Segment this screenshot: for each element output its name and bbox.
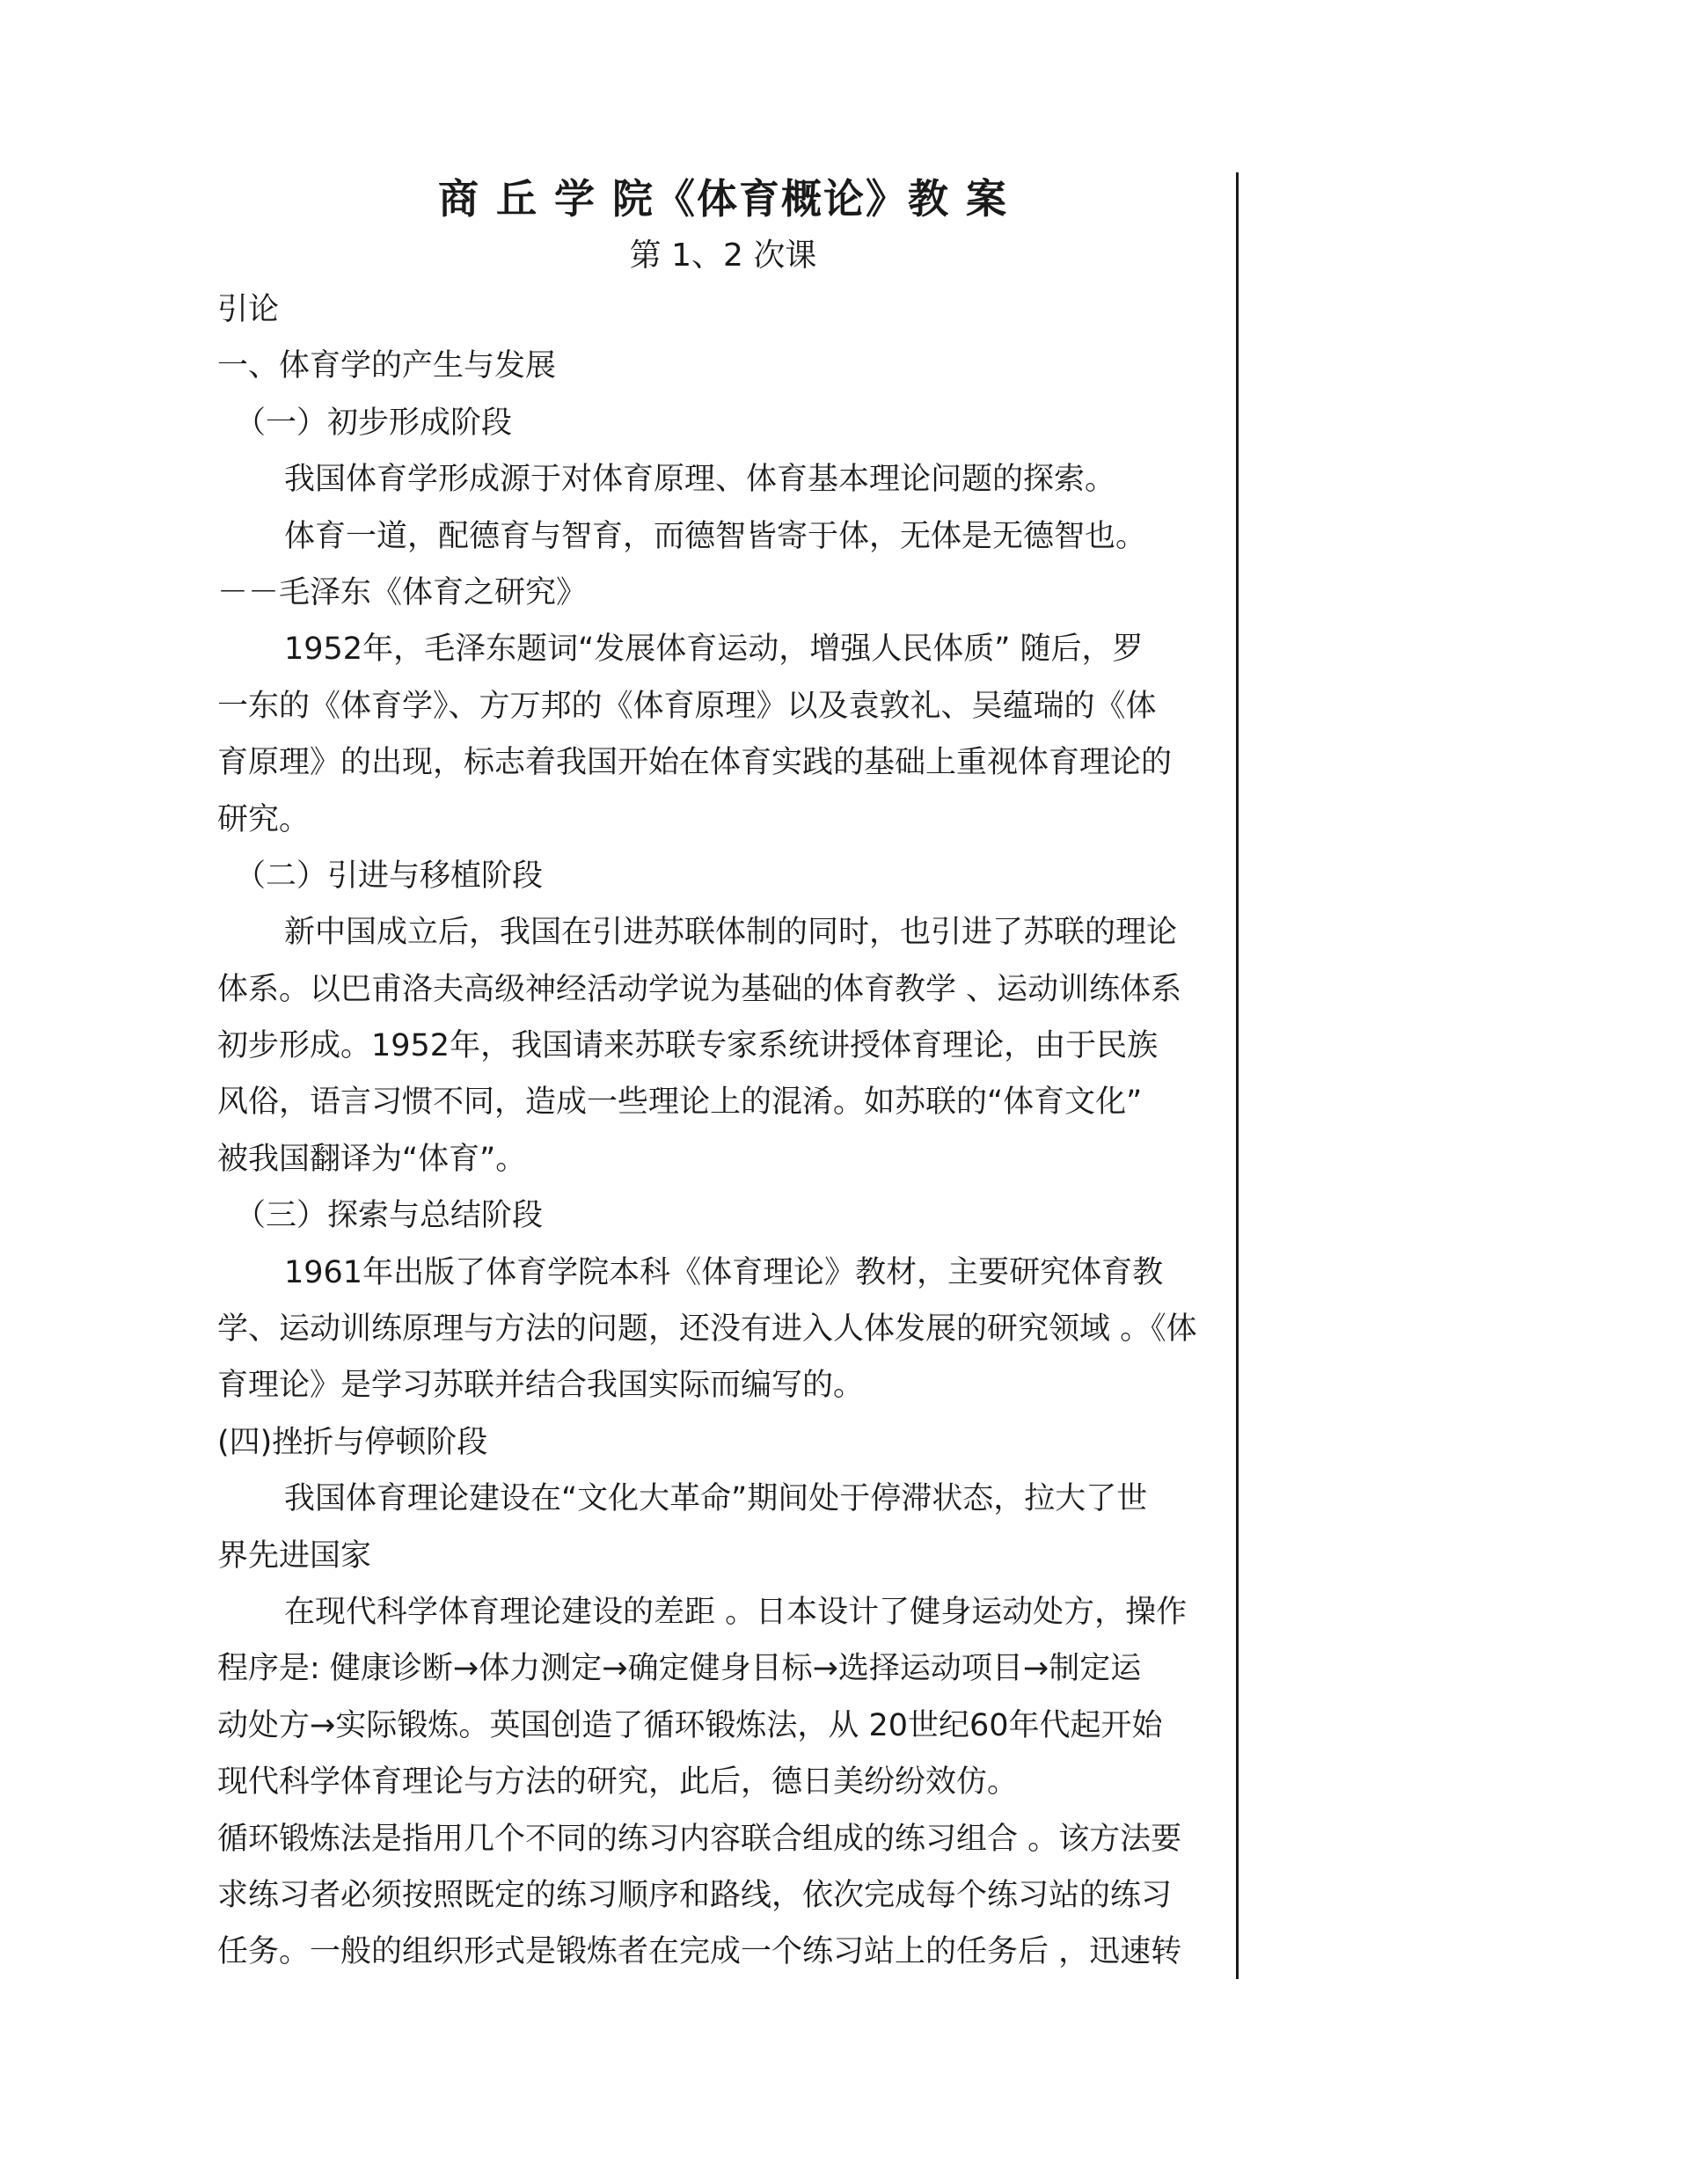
section-heading: 一、体育学的产生与发展 (217, 348, 557, 384)
paragraph-line: 我国体育理论建设在“文化大革命”期间处于停滞状态，拉大了世 (284, 1481, 1148, 1517)
paragraph-line: 1952年，毛泽东题词“发展体育运动，增强人民体质” 随后，罗 (284, 632, 1144, 668)
subsection-heading: （一）初步形成阶段 (235, 405, 513, 441)
paragraph-line: 求练习者必须按照既定的练习顺序和路线，依次完成每个练习站的练习 (217, 1877, 1173, 1913)
paragraph-line: 一东的《体育学》、方万邦的《体育原理》以及袁敦礼、吴蕴瑞的《体 (217, 688, 1157, 724)
paragraph-line: 体系。以巴甫洛夫高级神经活动学说为基础的体育教学 、运动训练体系 (217, 971, 1182, 1007)
paragraph-line: 育原理》的出现，标志着我国开始在体育实践的基础上重视体育理论的 (217, 745, 1173, 781)
lesson-body (217, 281, 1229, 1981)
paragraph-line: 新中国成立后，我国在引进苏联体制的同时，也引进了苏联的理论 (284, 915, 1178, 951)
paragraph-line: 任务。一般的组织形式是锻炼者在完成一个练习站上的任务后 ，迅速转 (217, 1934, 1182, 1970)
paragraph-line: 被我国翻译为“体育”。 (217, 1141, 527, 1177)
paragraph-line: 程序是: 健康诊断→体力测定→确定健身目标→选择运动项目→制定运 (217, 1651, 1142, 1687)
paragraph-line: 我国体育学形成源于对体育原理、体育基本理论问题的探索。 (284, 462, 1116, 498)
subsection-heading: （三）探索与总结阶段 (235, 1198, 544, 1234)
subsection-heading: (四)挫折与停顿阶段 (217, 1424, 488, 1460)
paragraph-line: 1961年出版了体育学院本科《体育理论》教材，主要研究体育教 (284, 1254, 1164, 1290)
paragraph-line: 现代科学体育理论与方法的研究，此后，德日美纷纷效仿。 (217, 1764, 1019, 1801)
paragraph-line: 初步形成。1952年，我国请来苏联专家系统讲授体育理论，由于民族 (217, 1028, 1159, 1064)
paragraph-line: 风俗，语言习惯不同，造成一些理论上的混淆。如苏联的“体育文化” (217, 1085, 1143, 1121)
paragraph-line: 在现代科学体育理论建设的差距 。日本设计了健身运动处方，操作 (284, 1594, 1188, 1630)
quote-attribution: －－毛泽东《体育之研究》 (217, 574, 588, 610)
paragraph-line: 界先进国家 (217, 1538, 372, 1574)
paragraph-line: 动处方→实际锻炼。英国创造了循环锻炼法，从 20世纪60年代起开始 (217, 1707, 1163, 1743)
paragraph-line: 育理论》是学习苏联并结合我国实际而编写的。 (217, 1368, 865, 1404)
right-border-line (1236, 172, 1239, 1979)
subsection-heading: （二）引进与移植阶段 (235, 858, 544, 894)
quote-line: 体育一道，配德育与智育，而德智皆寄于体，无体是无德智也。 (284, 518, 1147, 554)
paragraph-line: 循环锻炼法是指用几个不同的练习内容联合组成的练习组合 。该方法要 (217, 1821, 1182, 1857)
section-heading-introduction: 引论 (217, 292, 280, 327)
document-title: 商 丘 学 院《体育概论》教 案 (437, 175, 1009, 223)
lesson-number: 第 1、2 次课 (629, 237, 817, 274)
paragraph-line: 学、运动训练原理与方法的问题，还没有进入人体发展的研究领域 。《体 (217, 1311, 1197, 1348)
paragraph-line: 研究。 (217, 801, 311, 837)
